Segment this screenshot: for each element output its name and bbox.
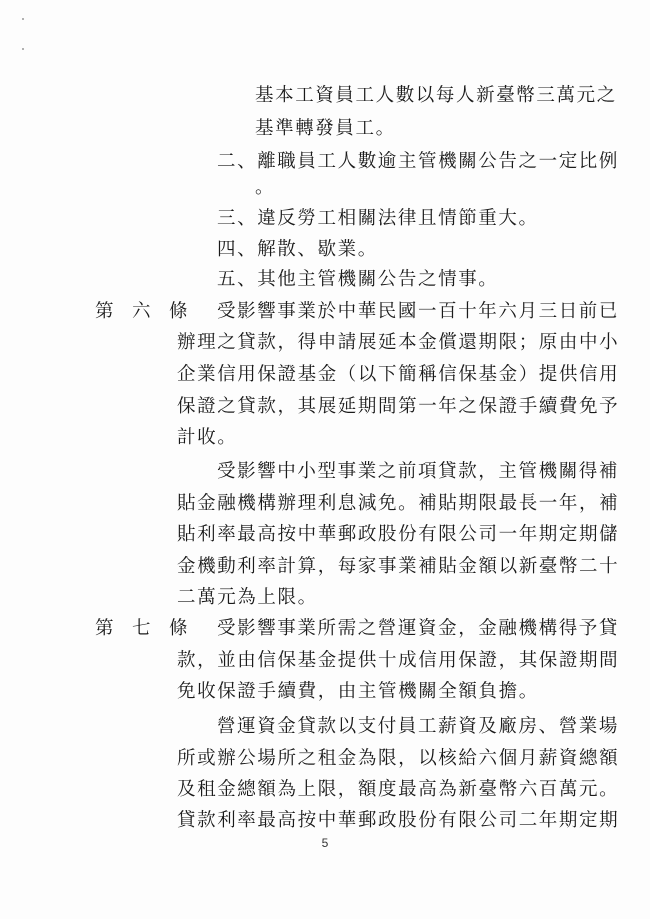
article-6-para1-line: 辦理之貸款，得申請展延本金償還期限；原由中小 [177, 332, 620, 353]
article-7-para1-line: 款，並由信保基金提供十成信用保證，其保證期間 [177, 650, 620, 671]
article-6-para2-line: 金機動利率計算，每家事業補貼金額以新臺幣二十 [177, 556, 620, 577]
list-item-5: 五、其他主管機關公告之情事。 [217, 269, 499, 290]
text-line: 基準轉發員工。 [255, 118, 396, 139]
text-line: 基本工資員工人數以每人新臺幣三萬元之 [255, 85, 617, 106]
article-6-para1-line: 企業信用保證基金（以下簡稱信保基金）提供信用 [177, 364, 620, 385]
article-6-para1-line: 受影響事業於中華民國一百十年六月三日前已 [217, 301, 620, 322]
article-6-para2-line: 受影響中小型事業之前項貸款，主管機關得補 [217, 461, 620, 482]
page-number: 5 [321, 836, 329, 850]
list-item-3: 三、違反勞工相關法律且情節重大。 [217, 208, 539, 229]
article-7-label [95, 617, 206, 641]
article-6-para1-line: 計收。 [177, 427, 238, 448]
article-7-para2-line: 貸款利率最高按中華郵政股份有限公司二年期定期 [177, 810, 620, 831]
article-label-char: 條 [169, 301, 188, 322]
scan-speck [22, 18, 24, 20]
article-6-para2-line: 貼金融機構辦理利息減免。補貼期限最長一年，補 [177, 493, 620, 514]
article-label-char: 條 [169, 618, 188, 639]
article-label-char: 第 [95, 618, 114, 639]
article-7-para2-line: 營運資金貸款以支付員工薪資及廠房、營業場 [217, 716, 620, 737]
text-line: 。 [255, 177, 276, 198]
article-label-char: 第 [95, 301, 114, 322]
article-6-para1-line: 保證之貸款，其展延期間第一年之保證手續費免予 [177, 396, 620, 417]
article-label-char: 六 [132, 301, 151, 322]
article-7-para1-line: 受影響事業所需之營運資金，金融機構得予貸 [217, 618, 620, 639]
article-label-char: 七 [132, 618, 151, 639]
scan-speck [22, 48, 24, 50]
list-item-2: 二、離職員工人數逾主管機關公告之一定比例 [217, 151, 620, 172]
article-7-para2-line: 及租金總額為上限，額度最高為新臺幣六百萬元。 [177, 779, 620, 800]
list-item-4: 四、解散、歇業。 [217, 239, 378, 260]
article-7-para1-line: 免收保證手續費，由主管機關全額負擔。 [177, 681, 539, 702]
article-6-para2-line: 二萬元為上限。 [177, 587, 318, 608]
article-6-para2-line: 貼利率最高按中華郵政股份有限公司一年期定期儲 [177, 524, 620, 545]
article-6-label [95, 300, 206, 324]
article-7-para2-line: 所或辦公場所之租金為限，以核給六個月薪資總額 [177, 748, 620, 769]
